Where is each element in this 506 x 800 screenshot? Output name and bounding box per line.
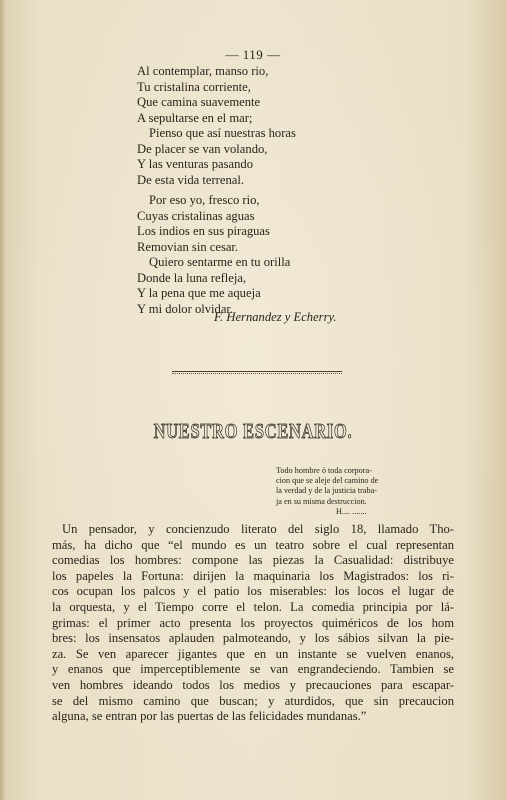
epigraph-line: ja en su misma destruccion. xyxy=(276,496,367,506)
poem-line: Y mi dolor olvidar. xyxy=(137,301,234,316)
page-spine-shadow xyxy=(0,0,6,800)
body-line: bres: los insensatos aplauden palmoteando, y los sábios silvan la pie- xyxy=(52,631,454,646)
poem-line: A sepultarse en el mar; xyxy=(137,110,253,125)
poem-signature: F. Hernandez y Echerry. xyxy=(214,310,337,324)
poem-line: De placer se van volando, xyxy=(137,141,268,156)
poem-line: Pienso que así nuestras horas xyxy=(149,126,296,140)
epigraph-line: cion que se aleje del camino de xyxy=(276,476,379,486)
poem-line: Los indios en sus piraguas xyxy=(137,224,270,238)
poem-line: Quiero sentarme en tu orilla xyxy=(149,255,291,269)
body-line: ven hombres ideando todos los medios y precauciones para escapar- xyxy=(52,677,454,692)
section-divider xyxy=(172,371,342,374)
body-line: za. Se ven aparecer jigantes que en un instante se vuelven enanos, xyxy=(52,646,454,661)
body-line: y enanos que imperceptiblemente se van engrandeciendo. Tambien se xyxy=(52,662,454,677)
body-line: grimas: el primer acto presenta los proyectos quiméricos de los hom xyxy=(52,615,454,630)
body-line: se del mismo camino que buscan; y aturdidos, que sin precaucion xyxy=(52,693,454,708)
body-line: la orquesta, y el Tiempo corre el telon. La comedia principia por lá- xyxy=(52,599,454,614)
poem-line: De esta vida terrenal. xyxy=(137,172,244,187)
epigraph xyxy=(276,466,406,517)
body-line: más, ha dicho que “el mundo es un teatro sobre el cual representan xyxy=(52,537,454,552)
section-title: NUESTRO ESCENARIO. xyxy=(153,419,353,443)
page-number: — 119 — xyxy=(225,47,281,62)
poem-line: Por eso yo, fresco rio, xyxy=(149,193,260,207)
epigraph-author: H.... ....... xyxy=(336,506,367,516)
body-line: los papeles la Fortuna: dirijen la maquinaria los Magistrados: los ri- xyxy=(52,568,454,583)
body-paragraph xyxy=(52,522,454,725)
epigraph-line: la verdad y de la justicia traba- xyxy=(276,486,377,496)
body-line: alguna, se entran por las puertas de las felicidades mundanas.” xyxy=(52,709,367,724)
body-line: comedias los hombres: compone las piezas la Casualidad: distribuye xyxy=(52,553,454,568)
poem-line: Removian sin cesar. xyxy=(137,239,239,254)
poem-line: Al contemplar, manso rio, xyxy=(137,64,269,78)
poem-line: Cuyas cristalinas aguas xyxy=(137,208,255,223)
poem-line: Y la pena que me aqueja xyxy=(137,286,261,300)
poem-line: Donde la luna refleja, xyxy=(137,270,247,285)
body-line: cos ocupan los palcos y el patio los miserables: los locos el lugar de xyxy=(52,584,454,599)
poem-stanza-1 xyxy=(137,64,296,188)
poem-line: Y las venturas pasando xyxy=(137,157,253,171)
poem-stanza-2 xyxy=(137,193,290,317)
epigraph-line: Todo hombre ó toda corpora- xyxy=(276,466,372,475)
poem-line: Tu cristalina corriente, xyxy=(137,79,251,94)
body-line: Un pensador, y concienzudo literato del siglo 18, llamado Tho- xyxy=(62,522,454,536)
poem-line: Que camina suavemente xyxy=(137,95,261,109)
